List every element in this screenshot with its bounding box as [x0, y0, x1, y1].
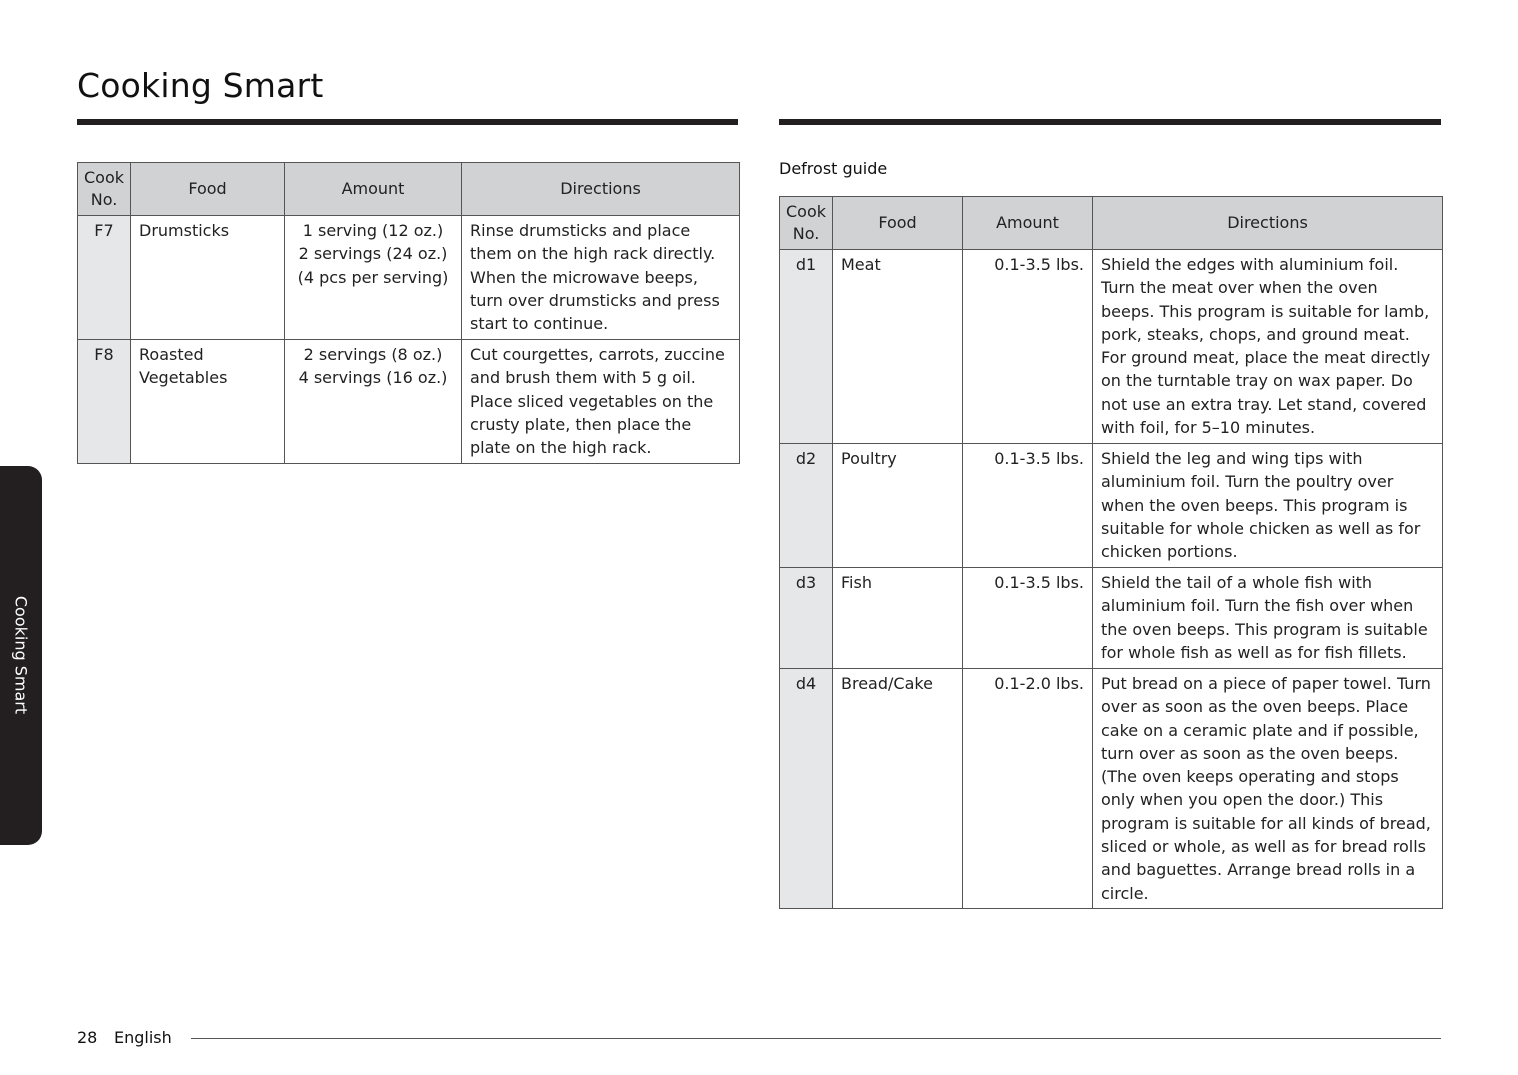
food-cell: Fish [833, 568, 963, 669]
table-row [780, 669, 1443, 909]
header-amount: Amount [963, 197, 1093, 250]
food-cell: Meat [833, 250, 963, 444]
table-row [780, 444, 1443, 568]
table-row [78, 340, 740, 464]
cook-no-cell: d3 [780, 568, 833, 669]
cook-no-cell: F8 [78, 340, 131, 464]
header-directions: Directions [1093, 197, 1443, 250]
table-row [780, 250, 1443, 444]
food-cell: Poultry [833, 444, 963, 568]
table-header-row [780, 197, 1443, 250]
header-food: Food [833, 197, 963, 250]
directions-cell: Shield the edges with aluminium foil. Turn the meat over when the oven beeps. This program is suitable for lamb, pork, steaks, chops, and ground meat. For ground meat, place the meat directly on the turntable tray on wax paper. Do not use an extra tray. Let stand, covered with foil, for 5–10 minutes. [1093, 250, 1443, 444]
table-header-row [78, 163, 740, 216]
page-number: 28 [77, 1028, 98, 1047]
header-rule-right [779, 119, 1441, 125]
amount-cell: 0.1-3.5 lbs. [963, 444, 1093, 568]
cook-no-cell: F7 [78, 216, 131, 340]
food-cell: Bread/Cake [833, 669, 963, 909]
food-cell: Drumsticks [131, 216, 285, 340]
cooking-guide-table [77, 162, 740, 464]
directions-cell: Put bread on a piece of paper towel. Turn over as soon as the oven beeps. Place cake on a ceramic plate and if possible, turn over as soon as the oven beeps. (The oven keeps operating and stops only when you open the door.) This program is suitable for all kinds of bread, sliced or whole, as well as for bread rolls and baguettes. Arrange bread rolls in a circle. [1093, 669, 1443, 909]
header-cook-no: Cook No. [780, 197, 833, 250]
side-tab-label: Cooking Smart [11, 595, 31, 715]
amount-cell: 1 serving (12 oz.) 2 servings (24 oz.) (4 pcs per serving) [285, 216, 462, 340]
footer-language: English [114, 1028, 172, 1047]
amount-cell: 0.1-2.0 lbs. [963, 669, 1093, 909]
header-cook-no: Cook No. [78, 163, 131, 216]
defrost-guide-heading: Defrost guide [779, 159, 888, 178]
page-title: Cooking Smart [77, 66, 324, 105]
header-food: Food [131, 163, 285, 216]
directions-cell: Shield the tail of a whole fish with aluminium foil. Turn the fish over when the oven beeps. This program is suitable for whole fish as well as for fish fillets. [1093, 568, 1443, 669]
amount-cell: 2 servings (8 oz.) 4 servings (16 oz.) [285, 340, 462, 464]
header-amount: Amount [285, 163, 462, 216]
amount-cell: 0.1-3.5 lbs. [963, 250, 1093, 444]
directions-cell: Rinse drumsticks and place them on the high rack directly. When the microwave beeps, turn over drumsticks and press start to continue. [462, 216, 740, 340]
directions-cell: Shield the leg and wing tips with aluminium foil. Turn the poultry over when the oven beeps. This program is suitable for whole chicken as well as for chicken portions. [1093, 444, 1443, 568]
cook-no-cell: d1 [780, 250, 833, 444]
table-row [78, 216, 740, 340]
defrost-guide-table [779, 196, 1443, 909]
amount-cell: 0.1-3.5 lbs. [963, 568, 1093, 669]
table-row [780, 568, 1443, 669]
cook-no-cell: d2 [780, 444, 833, 568]
header-directions: Directions [462, 163, 740, 216]
food-cell: Roasted Vegetables [131, 340, 285, 464]
directions-cell: Cut courgettes, carrots, zuccine and brush them with 5 g oil. Place sliced vegetables on the crusty plate, then place the plate on the high rack. [462, 340, 740, 464]
footer-rule [191, 1038, 1441, 1039]
header-rule-left [77, 119, 738, 125]
cook-no-cell: d4 [780, 669, 833, 909]
